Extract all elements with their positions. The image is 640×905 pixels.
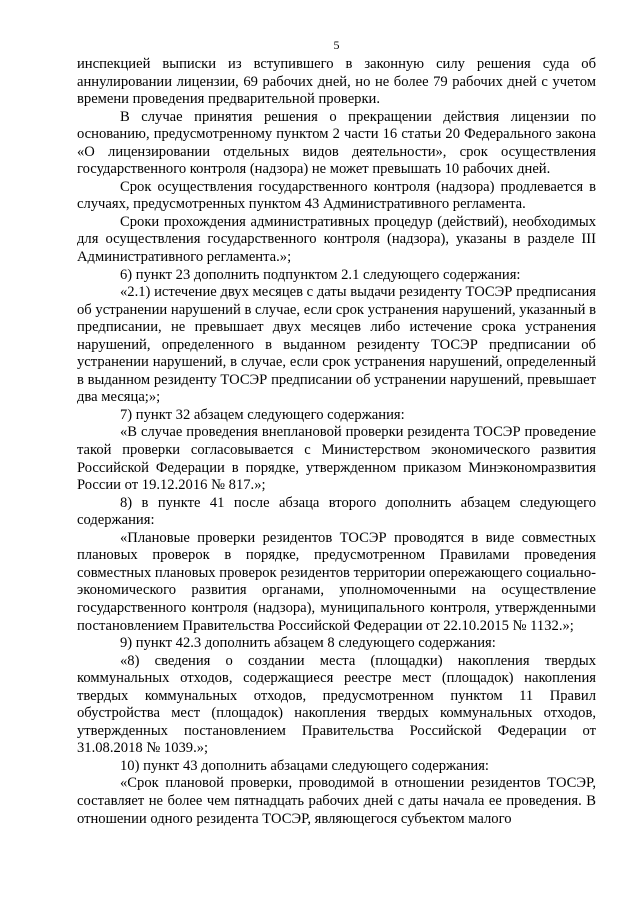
document-body [77,56,596,828]
paragraph-12: «8) сведения о создании места (площадки) накопления твердых коммунальных отходов, содержащиеся реестре мест (площадок) накопления твердых коммунальных отходов, предусмотренном пунктом 11 Правил обустройства мест (площадок) накопления твердых коммунальных отходов, утвержденных постановлением Правительства Российской Федерации от 31.08.2018 № 1039.»; [77,652,596,757]
paragraph-13: 10) пункт 43 дополнить абзацами следующего содержания: [120,757,489,774]
paragraph-2: В случае принятия решения о прекращении действия лицензии по основанию, предусмотренному пунктом 2 части 16 статьи 20 Федерального закона «О лицензировании отдельных видов деятельности», срок осуществления государственного контроля (надзора) не может превышать 10 рабочих дней. [77,108,596,178]
paragraph-14: «Срок плановой проверки, проводимой в отношении резидентов ТОСЭР, составляет не более чем пятнадцать рабочих дней с даты начала ее проведения. В отношении одного резидента ТОСЭР, являющегося субъектом малого [77,775,596,827]
paragraph-3: Срок осуществления государственного контроля (надзора) продлевается в случаях, предусмотренных пунктом 43 Административного регламента. [77,178,596,213]
paragraph-1: инспекцией выписки из вступившего в законную силу решения суда об аннулировании лицензии, 69 рабочих дней, но не более 79 рабочих дней с учетом времени проведения предварительной проверки. [77,56,596,108]
paragraph-11: 9) пункт 42.3 дополнить абзацем 8 следующего содержания: [120,635,496,652]
paragraph-10: «Плановые проверки резидентов ТОСЭР проводятся в виде совместных плановых проверок в порядке, предусмотренном Правилами проведения совместных плановых проверок резидентов территории опережающего социально-экономического развития органами, уполномоченными на осуществление государственного контроля (надзора), муниципального контроля, утвержденными постановлением Правительства Российской Федерации от 22.10.2015 № 1132.»; [77,529,596,634]
paragraph-5: 6) пункт 23 дополнить подпунктом 2.1 следующего содержания: [120,266,521,283]
paragraph-4: Сроки прохождения административных процедур (действий), необходимых для осуществления государственного контроля (надзора), указаны в разделе III Административного регламента.»; [77,213,596,266]
paragraph-7: 7) пункт 32 абзацем следующего содержания: [120,406,405,423]
page-number: 5 [333,38,340,52]
paragraph-6: «2.1) истечение двух месяцев с даты выдачи резиденту ТОСЭР предписания об устранении нарушений в случае, если срок устранения нарушений, указанный в предписании, не превышает двух месяцев либо истечение срока устранения нарушений, определенного в выданном резиденту ТОСЭР предписании об устранении нарушений, в случае, если срок устранения нарушений, определенный в выданном резиденту ТОСЭР предписании об устранении нарушений, превышает два месяца;»; [77,284,596,406]
paragraph-9: 8) в пункте 41 после абзаца второго дополнить абзацем следующего содержания: [77,494,596,529]
paragraph-8: «В случае проведения внеплановой проверки резидента ТОСЭР проведение такой проверки согласовывается с Министерством экономического развития Российской Федерации в порядке, утвержденном приказом Минэкономразвития России от 19.12.2016 № 817.»; [77,424,596,494]
